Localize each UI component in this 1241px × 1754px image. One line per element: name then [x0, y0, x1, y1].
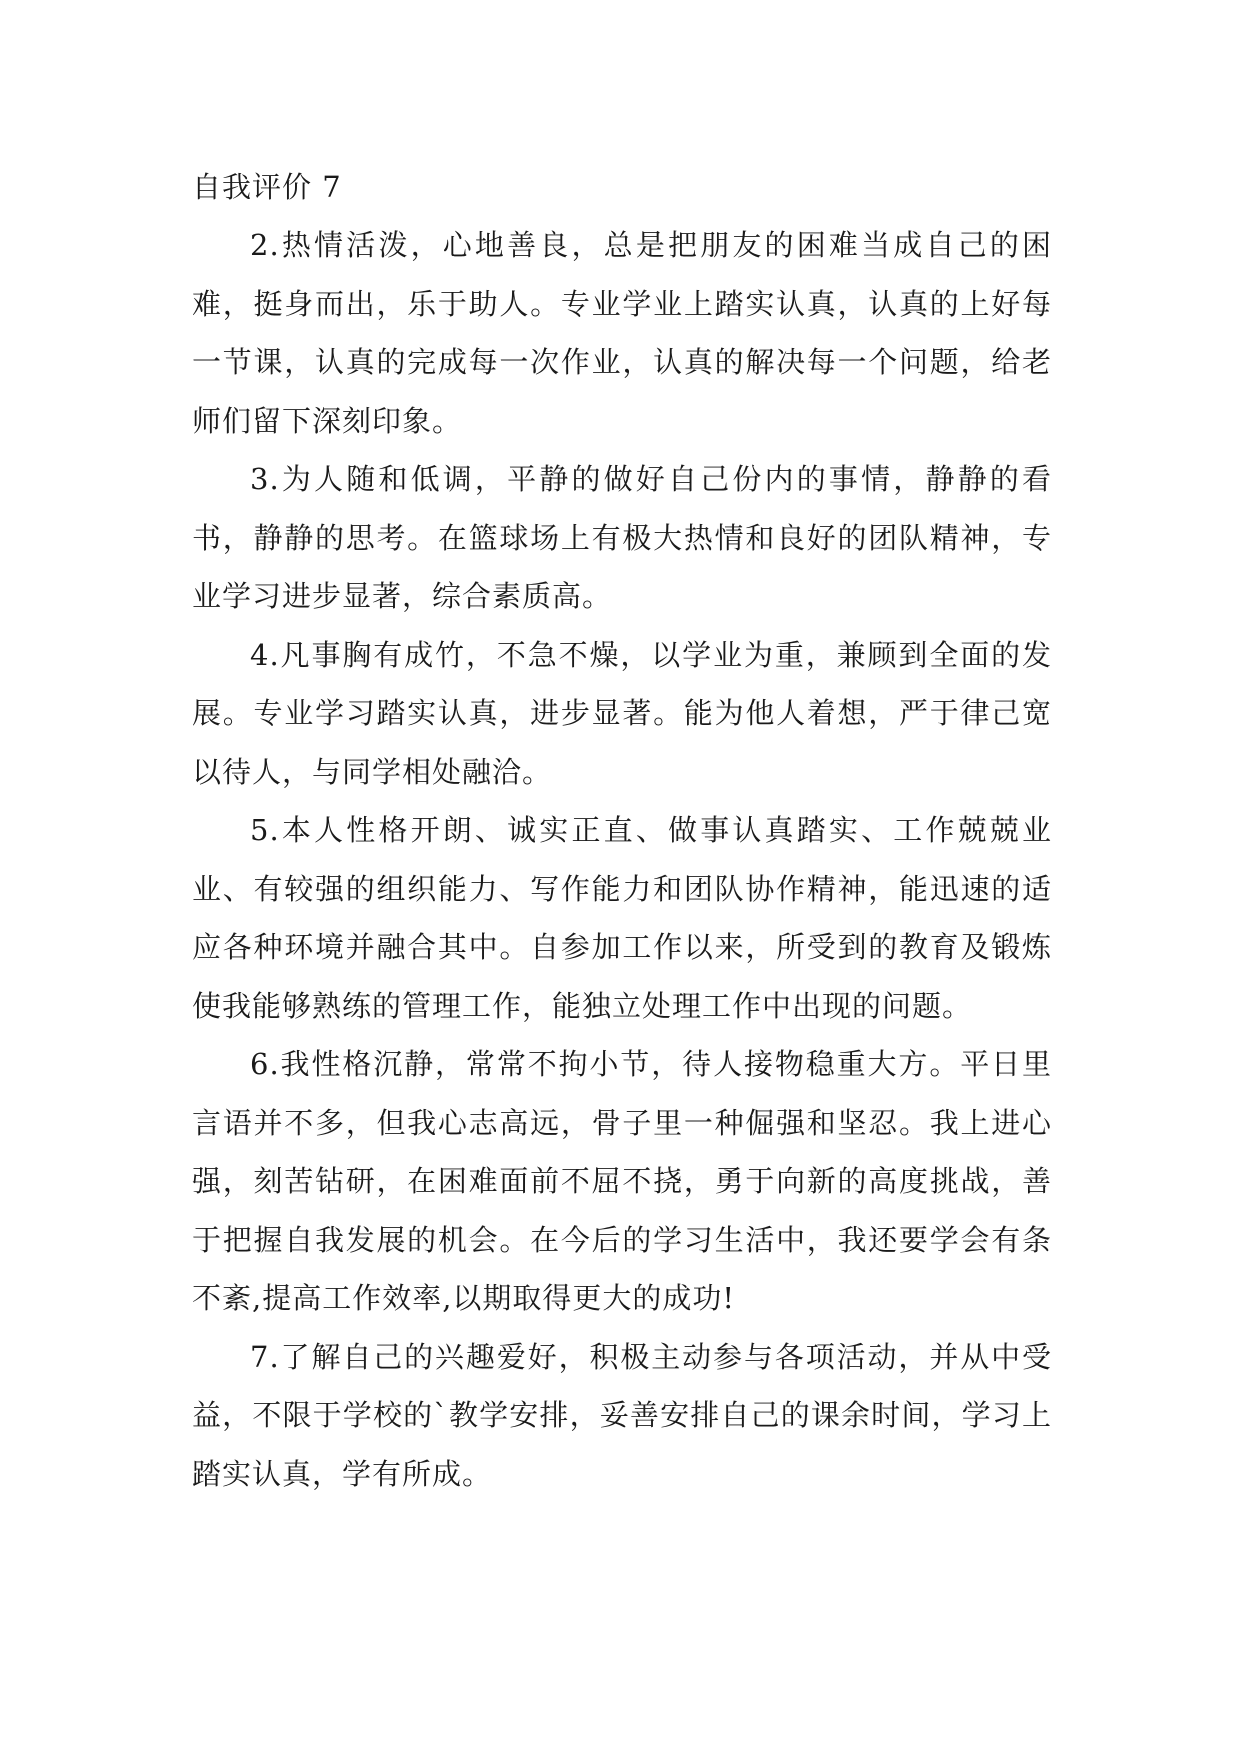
paragraph-5: 5.本人性格开朗、诚实正直、做事认真踏实、工作兢兢业业、有较强的组织能力、写作能力和团队协作精神，能迅速的适应各种环境并融合其中。自参加工作以来，所受到的教育及锻炼使我能够熟练的管理工作，能独立处理工作中出现的问题。: [192, 813, 1052, 1023]
paragraph-6: 6.我性格沉静，常常不拘小节，待人接物稳重大方。平日里言语并不多，但我心志高远，骨子里一种倔强和坚忍。我上进心强，刻苦钻研，在困难面前不屈不挠，勇于向新的高度挑战，善于把握自我发展的机会。在今后的学习生活中，我还要学会有条不紊,提高工作效率,以期取得更大的成功!: [192, 1047, 1052, 1315]
document-body: [192, 158, 1052, 1503]
paragraph-4: 4.凡事胸有成竹，不急不燥，以学业为重，兼顾到全面的发展。专业学习踏实认真，进步显著。能为他人着想，严于律己宽以待人，与同学相处融洽。: [192, 637, 1052, 789]
section-heading: 自我评价 7: [192, 170, 342, 204]
paragraph-7: 7.了解自己的兴趣爱好，积极主动参与各项活动，并从中受益，不限于学校的`教学安排，妥善安排自己的课余时间，学习上踏实认真，学有所成。: [192, 1339, 1052, 1491]
paragraph-2: 2.热情活泼，心地善良，总是把朋友的困难当成自己的困难，挺身而出，乐于助人。专业学业上踏实认真，认真的上好每一节课，认真的完成每一次作业，认真的解决每一个问题，给老师们留下深刻印象。: [192, 228, 1052, 438]
paragraph-3: 3.为人随和低调，平静的做好自己份内的事情，静静的看书，静静的思考。在篮球场上有极大热情和良好的团队精神，专业学习进步显著，综合素质高。: [192, 462, 1052, 613]
